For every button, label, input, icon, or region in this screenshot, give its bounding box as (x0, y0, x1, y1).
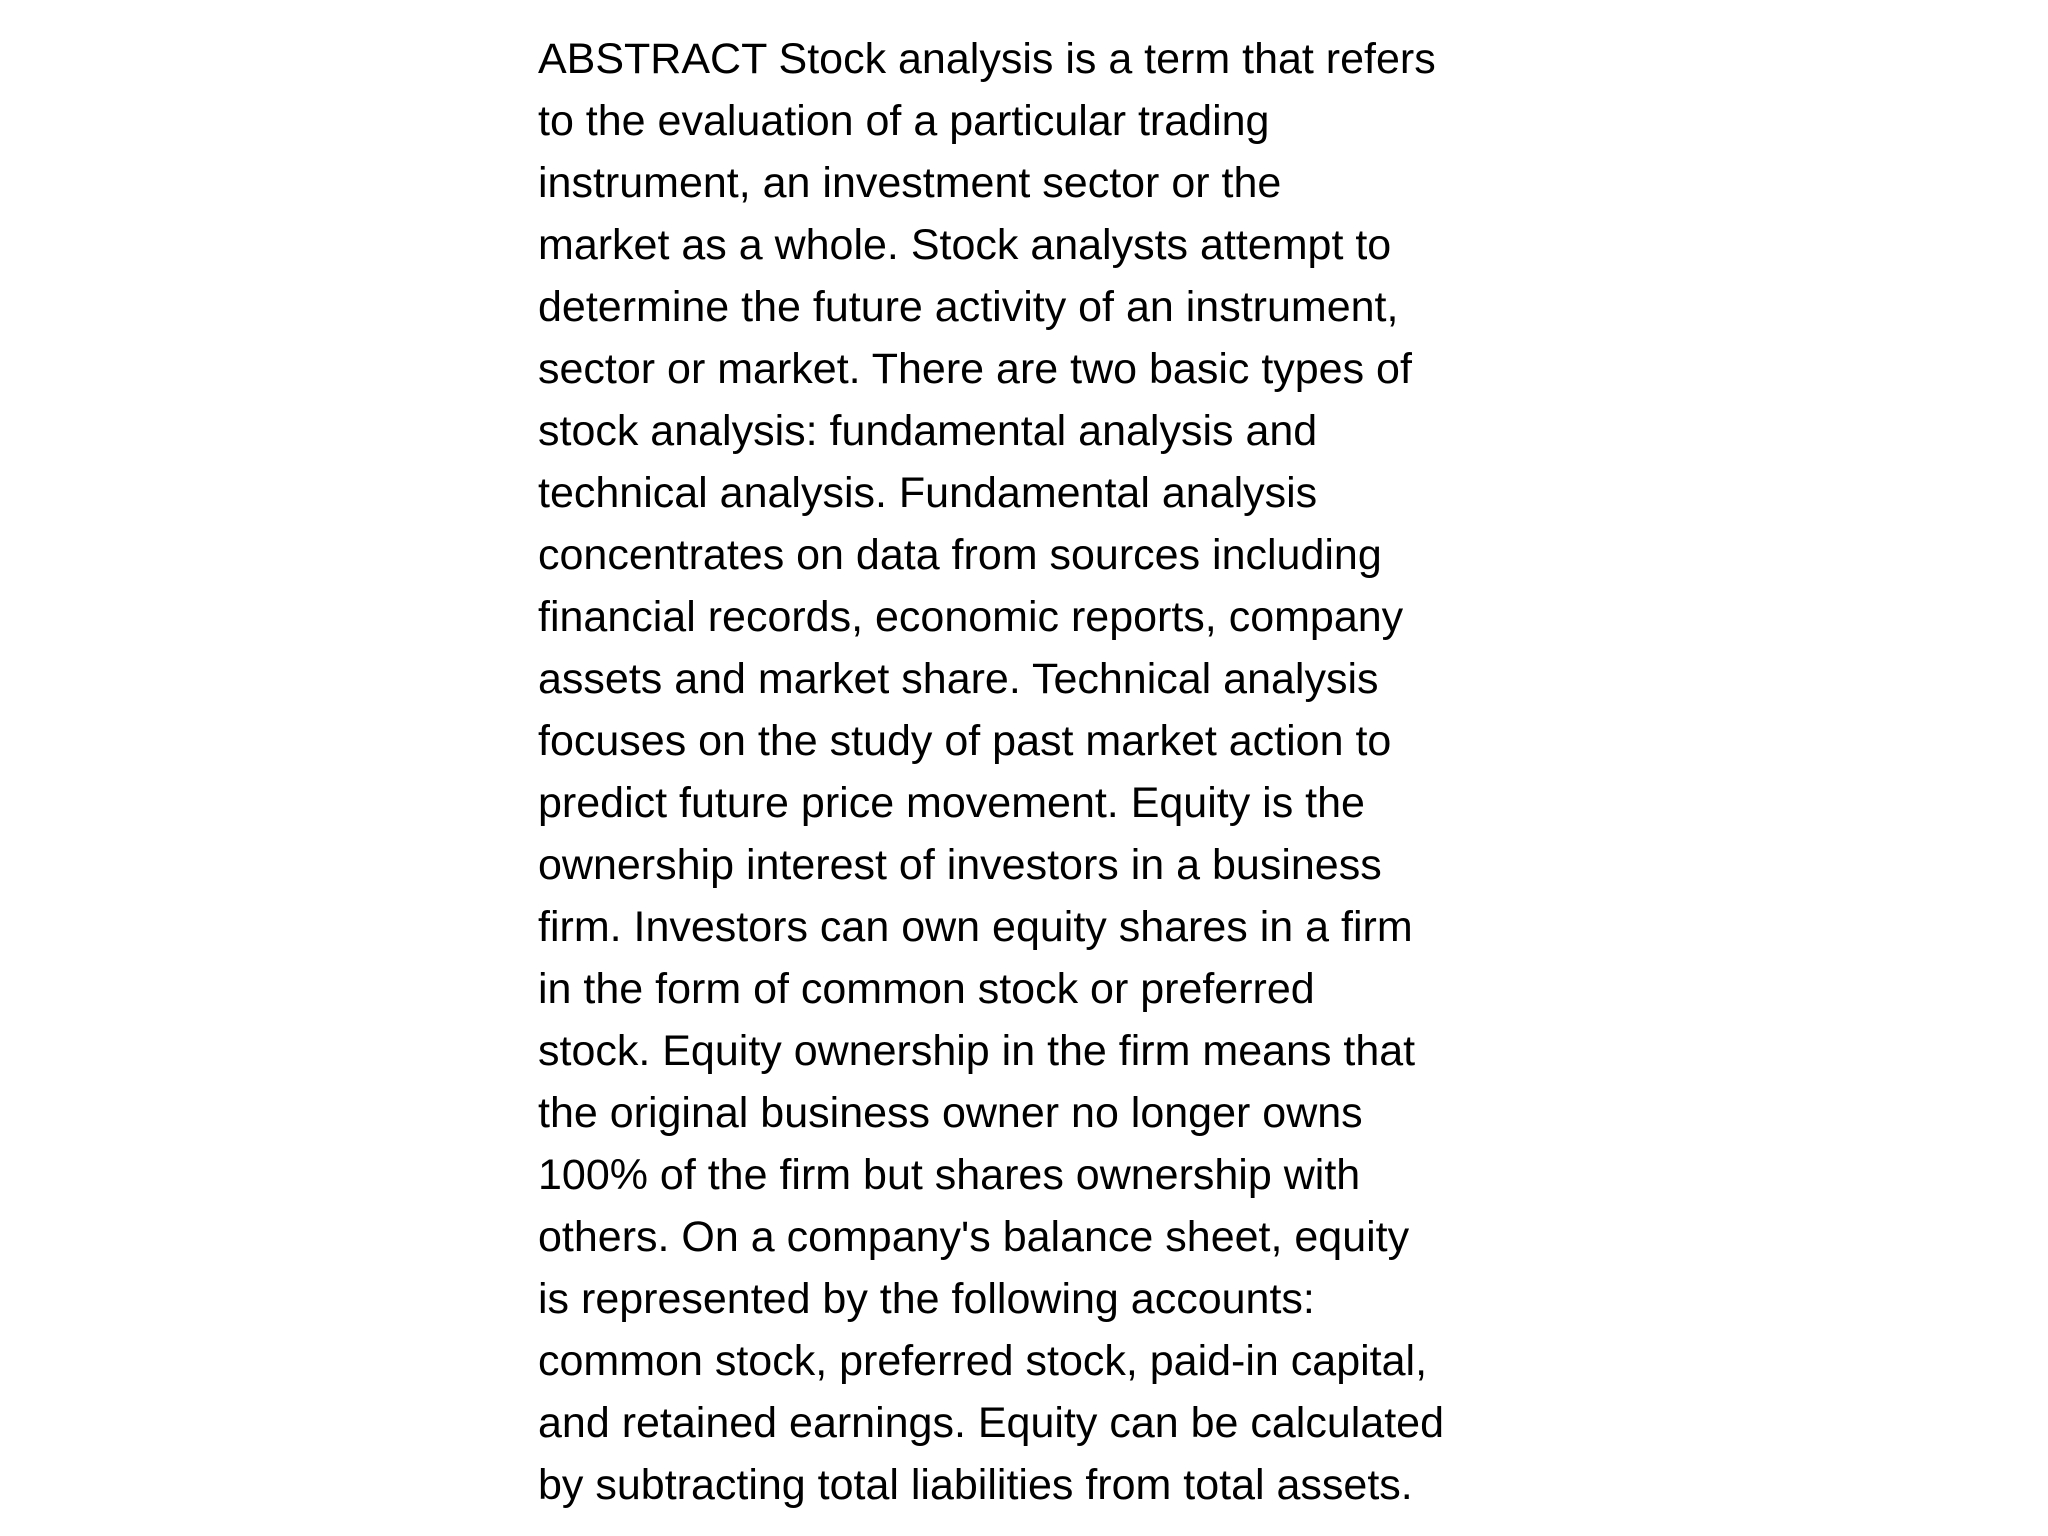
abstract-line: by subtracting total liabilities from total assets. (538, 1461, 1413, 1509)
abstract-line: assets and market share. Technical analysis (538, 655, 1379, 703)
abstract-line: others. On a company's balance sheet, equity (538, 1213, 1410, 1261)
abstract-line: instrument, an investment sector or the (538, 159, 1282, 207)
abstract-line: focuses on the study of past market action to (538, 717, 1392, 765)
abstract-line: 100% of the firm but shares ownership with (538, 1151, 1361, 1199)
abstract-line: common stock, preferred stock, paid-in capital, (538, 1337, 1428, 1385)
abstract-line: is represented by the following accounts: (538, 1275, 1315, 1323)
abstract-line: financial records, economic reports, company (538, 593, 1404, 641)
abstract-line: market as a whole. Stock analysts attempt to (538, 221, 1392, 269)
abstract-line: to the evaluation of a particular trading (538, 97, 1270, 145)
abstract-line: stock. Equity ownership in the firm means that (538, 1027, 1416, 1075)
abstract-line: the original business owner no longer owns (538, 1089, 1363, 1137)
abstract-line: in the form of common stock or preferred (538, 965, 1315, 1013)
abstract-line: determine the future activity of an instrument, (538, 283, 1399, 331)
abstract-line: ABSTRACT Stock analysis is a term that refers (538, 35, 1436, 83)
abstract-line: sector or market. There are two basic types of (538, 345, 1412, 393)
abstract-line: firm. Investors can own equity shares in a firm (538, 903, 1413, 951)
abstract-line: technical analysis. Fundamental analysis (538, 469, 1318, 517)
abstract-line: concentrates on data from sources including (538, 531, 1382, 579)
abstract-line: and retained earnings. Equity can be calculated (538, 1399, 1445, 1447)
abstract-line: ownership interest of investors in a business (538, 841, 1382, 889)
abstract-paragraph (538, 28, 1538, 1516)
abstract-line: stock analysis: fundamental analysis and (538, 407, 1318, 455)
abstract-line: predict future price movement. Equity is the (538, 779, 1365, 827)
